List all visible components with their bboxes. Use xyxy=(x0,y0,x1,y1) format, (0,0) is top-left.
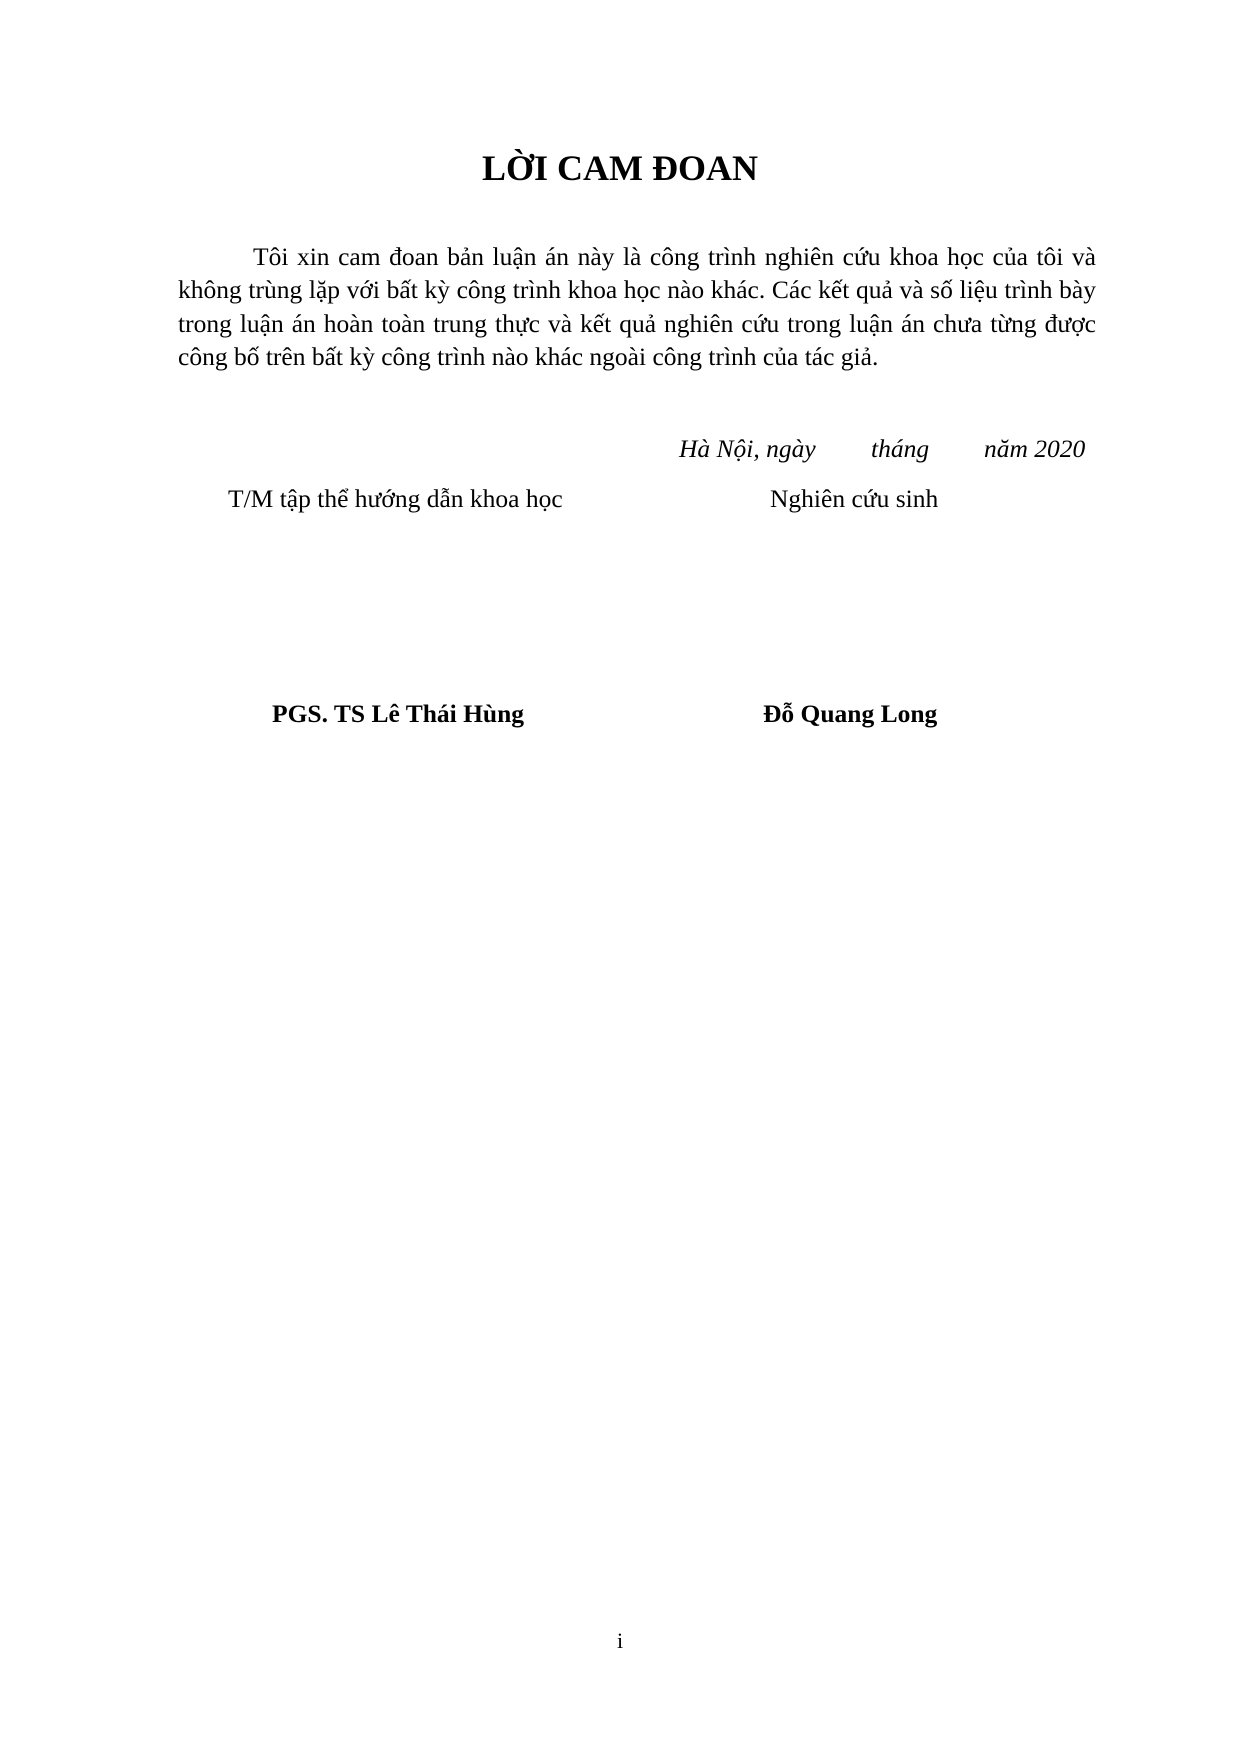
date-month: tháng xyxy=(871,434,930,463)
place-and-day: Hà Nội, ngày xyxy=(679,434,816,463)
supervisor-name: PGS. TS Lê Thái Hùng xyxy=(272,699,525,728)
candidate-name: Đỗ Quang Long xyxy=(763,699,938,728)
declaration-paragraph: Tôi xin cam đoan bản luận án này là công trình nghiên cứu khoa học của tôi và không trùng lặp với bất kỳ công trình khoa học nào khác. Các kết quả và số liệu trình bày trong luận án hoàn toàn trung thực và kết quả nghiên cứu trong luận án chưa từng được công bố trên bất kỳ công trình nào khác ngoài công trình của tác giả. xyxy=(178,242,1096,372)
date-year: năm 2020 xyxy=(984,434,1086,463)
supervisor-role-label: T/M tập thể hướng dẫn khoa học xyxy=(228,484,563,513)
page-title: LỜI CAM ĐOAN xyxy=(482,148,758,188)
page-number: i xyxy=(616,1628,624,1653)
candidate-role-label: Nghiên cứu sinh xyxy=(770,484,939,513)
place-date-line xyxy=(670,432,1096,466)
